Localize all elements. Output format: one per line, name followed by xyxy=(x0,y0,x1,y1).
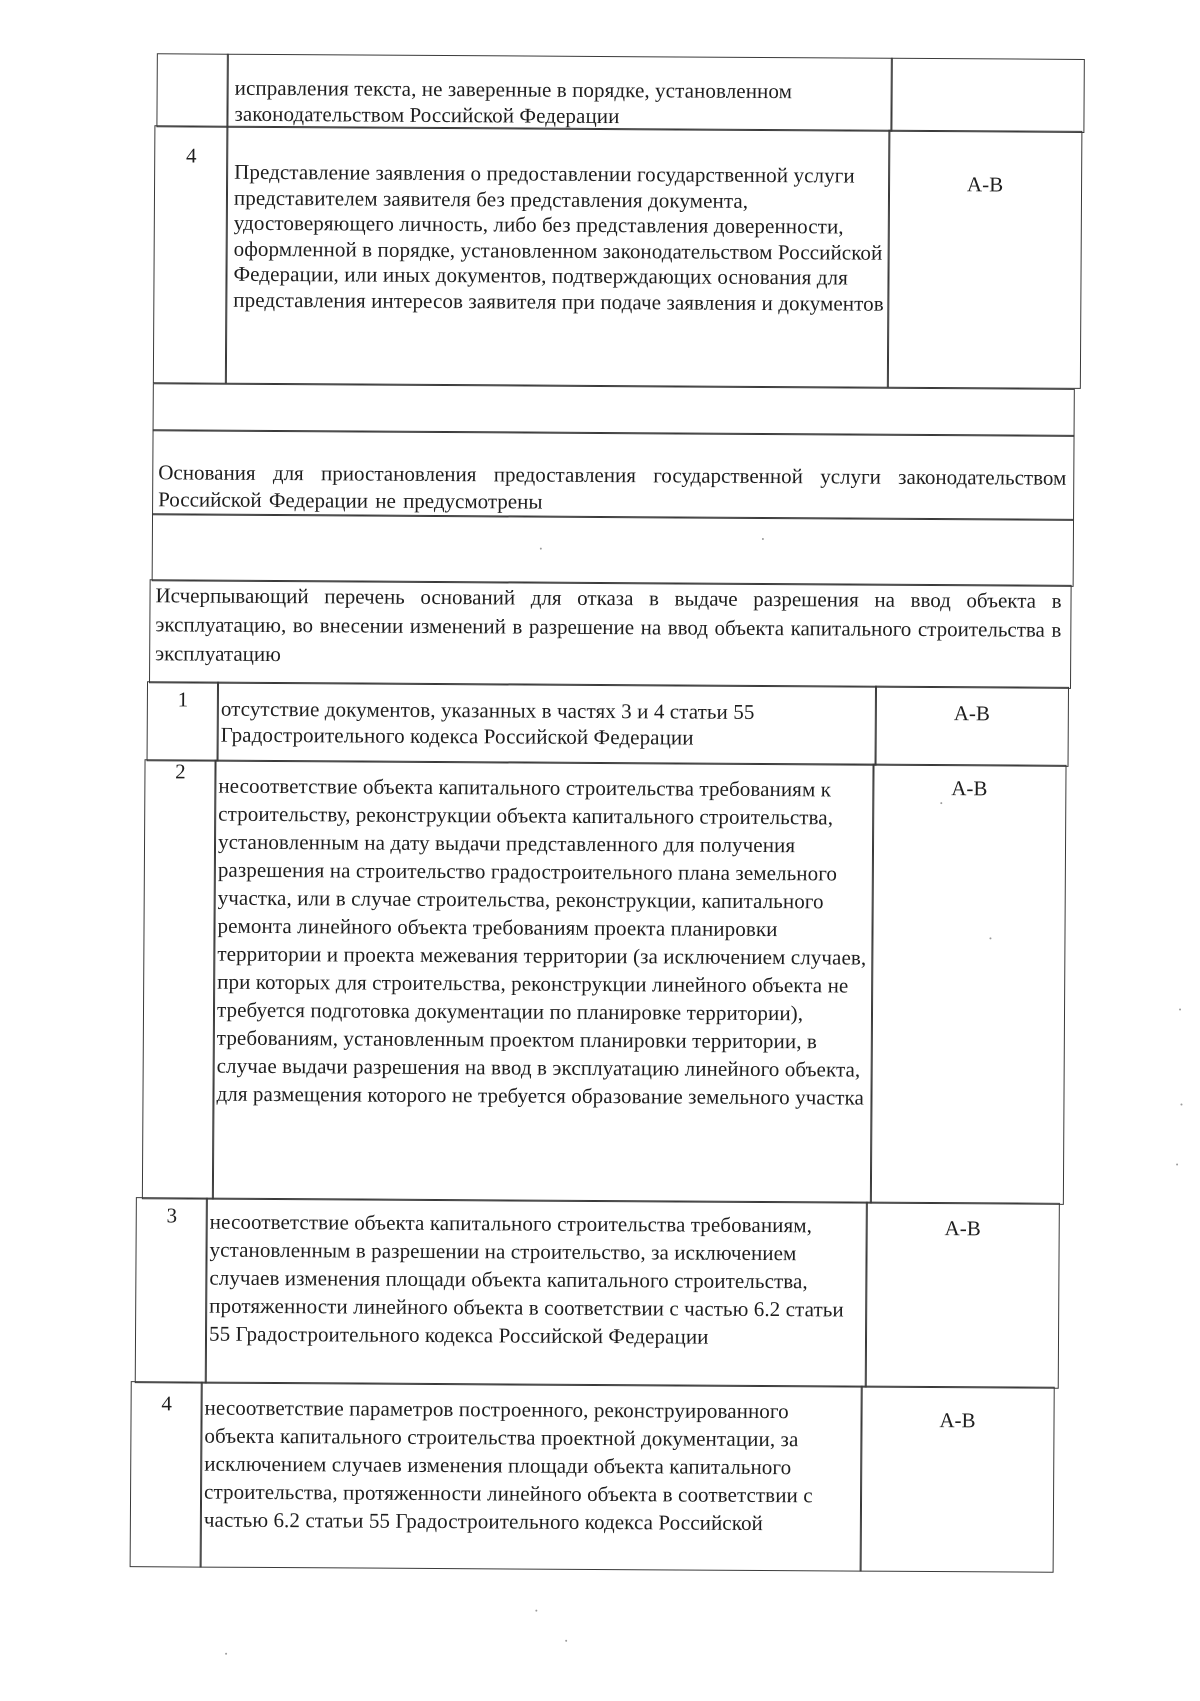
table-b-row-3-text: несоответствие объекта капитального строительства требованиям, установленным в разрешении на строительство, за исключением случаев изменения площади объекта капитального строительства, протяженности линейного объекта в соответствии с частью 6.2 статьи 55 Градостроительного кодекса Российской Федерации xyxy=(208,1209,844,1349)
table-a-row-1-code-cell xyxy=(890,58,1084,133)
table-b-row-4-code: А-В xyxy=(939,1408,976,1433)
table-a-row-1-num-cell xyxy=(156,53,228,127)
table-b-row-2-text: несоответствие объекта капитального строительства требованиям к строительству, реконструкции объекта капитального строительства, установленным на дату выдачи представленного для получения разрешения на строительство градостроительного плана земельного участка, или в случае строительства, реконструкции, капитального ремонта линейного объекта требованиям проекта планировки территории и проекта межевания территории (за исключением случаев, при которых для строительства, реконструкции линейного объекта не требуется подготовка документации по планировке территории), требованиям, установленным проектом планировки территории, в случае выдачи разрешения на ввод в эксплуатацию линейного объекта, для размещения которого не требуется образование земельного участка xyxy=(216,773,867,1110)
table-b-row-2-code-cell xyxy=(870,764,1067,1205)
scan-speck xyxy=(1179,1009,1181,1011)
suspension-text: Основания для приостановления предоставления государственной услуги законодательством Российской Федерации не предусмотрены xyxy=(158,460,1067,514)
table-b-row-2-num-cell xyxy=(142,759,217,1199)
scan-speck xyxy=(1176,1164,1178,1166)
scan-speck xyxy=(535,1610,537,1612)
table-b-row-1-number: 1 xyxy=(177,687,189,712)
scan-speck xyxy=(940,802,942,804)
table-b-row-4-text: несоответствие параметров построенного, реконструированного объекта капитального строительства проектной документации, за исключением случаев изменения площади объекта капитального строительства, протяженности линейного объекта в соответствии с частью 6.2 статьи 55 Градостроительного кодекса Российской xyxy=(203,1395,813,1536)
table-b-row-2-code: А-В xyxy=(951,776,988,801)
table-a-row-1-text: исправления текста, не заверенные в порядке, установленном законодательством Российской Федерации xyxy=(234,75,793,128)
scan-speck xyxy=(225,1653,227,1655)
scan-speck xyxy=(989,937,991,939)
spacer-row-2 xyxy=(152,513,1074,587)
table-b-row-3-code: А-В xyxy=(944,1216,981,1241)
table-a-row-2-number: 4 xyxy=(185,143,197,168)
table-b-row-4-number: 4 xyxy=(161,1391,172,1416)
scan-speck xyxy=(565,1640,567,1642)
table-b-row-1-text: отсутствие документов, указанных в частях 3 и 4 статьи 55 Градостроительного кодекса Российской Федерации xyxy=(220,696,755,750)
scan-speck xyxy=(762,538,764,540)
table-a-row-2-text: Представление заявления о предоставлении государственной услуги представителем заявителя без представления документа, удостоверяющего личность, либо без представления доверенности, оформленной в порядке, установленном законодательством Российской Федерации, или иных документов, подтверждающих основания для представления интересов заявителя при подаче заявления и документов xyxy=(233,159,884,316)
refusal-heading-text: Исчерпывающий перечень оснований для отказа в выдаче разрешения на ввод объекта в эксплуатацию, во внесении изменений в разрешение на ввод объекта капитального строительства в эксплуатацию xyxy=(155,583,1062,667)
table-b-row-2-number: 2 xyxy=(175,759,186,784)
table-b-row-1-code: А-В xyxy=(953,701,990,726)
table-b-row-3-number: 3 xyxy=(166,1203,178,1228)
table-a-row-2-code-cell xyxy=(887,130,1083,389)
spacer-row-1 xyxy=(153,383,1075,437)
scan-speck xyxy=(540,548,542,550)
table-a-row-2-code: А-В xyxy=(966,172,1004,197)
scan-speck xyxy=(1180,1104,1182,1106)
